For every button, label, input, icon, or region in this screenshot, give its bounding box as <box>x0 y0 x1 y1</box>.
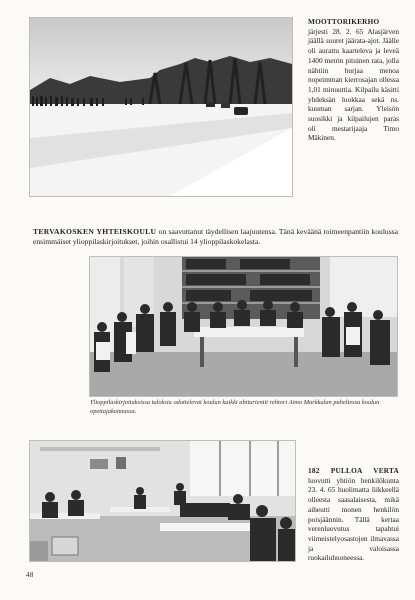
moottorikerho-heading: MOOTTORIKERHO <box>308 17 380 26</box>
pulloa-verta-body: luovutti yhtiön henkilökunta 23. 4. 65 huolimatta liikkeellä olleesta saasalaisesta, mikä aiheutti monen henkilön poisjäännin. Tällä kertaa verenluovutus tapahtui viimeistelyosastojen ilmavassa ja valoisassa ruokailuhuoneessa. <box>308 475 399 563</box>
ice-race-photo <box>29 17 293 197</box>
moottorikerho-article <box>308 17 399 143</box>
students-waiting-photo <box>89 256 398 397</box>
pulloa-verta-heading: 182 PULLOA VERTA <box>308 466 399 475</box>
blood-donation-photo <box>29 440 296 562</box>
moottorikerho-body: järjesti 28. 2. 65 Alasjärven jäällä suuret jäärata-ajot. Jäälle oli aurattu kaarteleva ja leveä 1400 metrin pituinen rata, jolla nähtiin hurjaa menoa nopeimman kierrosajan ollessa 1,01 minuuttia. Kilpailu käsitti yhdeksän luokkaa sekä ns. kuuman sarjan. Yleisön suosikki ja kilpailujen paras oli mestarijaaja Timo Mäkinen. <box>308 26 399 143</box>
pulloa-verta-article <box>308 466 399 563</box>
yhteiskoulu-heading: TERVAKOSKEN YHTEISKOULU <box>33 227 157 236</box>
page-number: 48 <box>26 570 34 579</box>
yhteiskoulu-article <box>33 227 398 248</box>
photo-caption: Ylioppilaskirjoituksissa tuloksia odottelevat koulun kaikki abiturientit rehtori Aimo Markkulan puheltessa koulun opettajakunnassa. <box>90 399 380 415</box>
yhteiskoulu-body: on saavuttanut täydellisen laajuutensa. Tänä keväänä toimeenpantiin koulussa ensimmäiset ylioppilaskirjoitukset, joihin osallistui 14 ylioppilaskokelasta. <box>33 227 399 247</box>
